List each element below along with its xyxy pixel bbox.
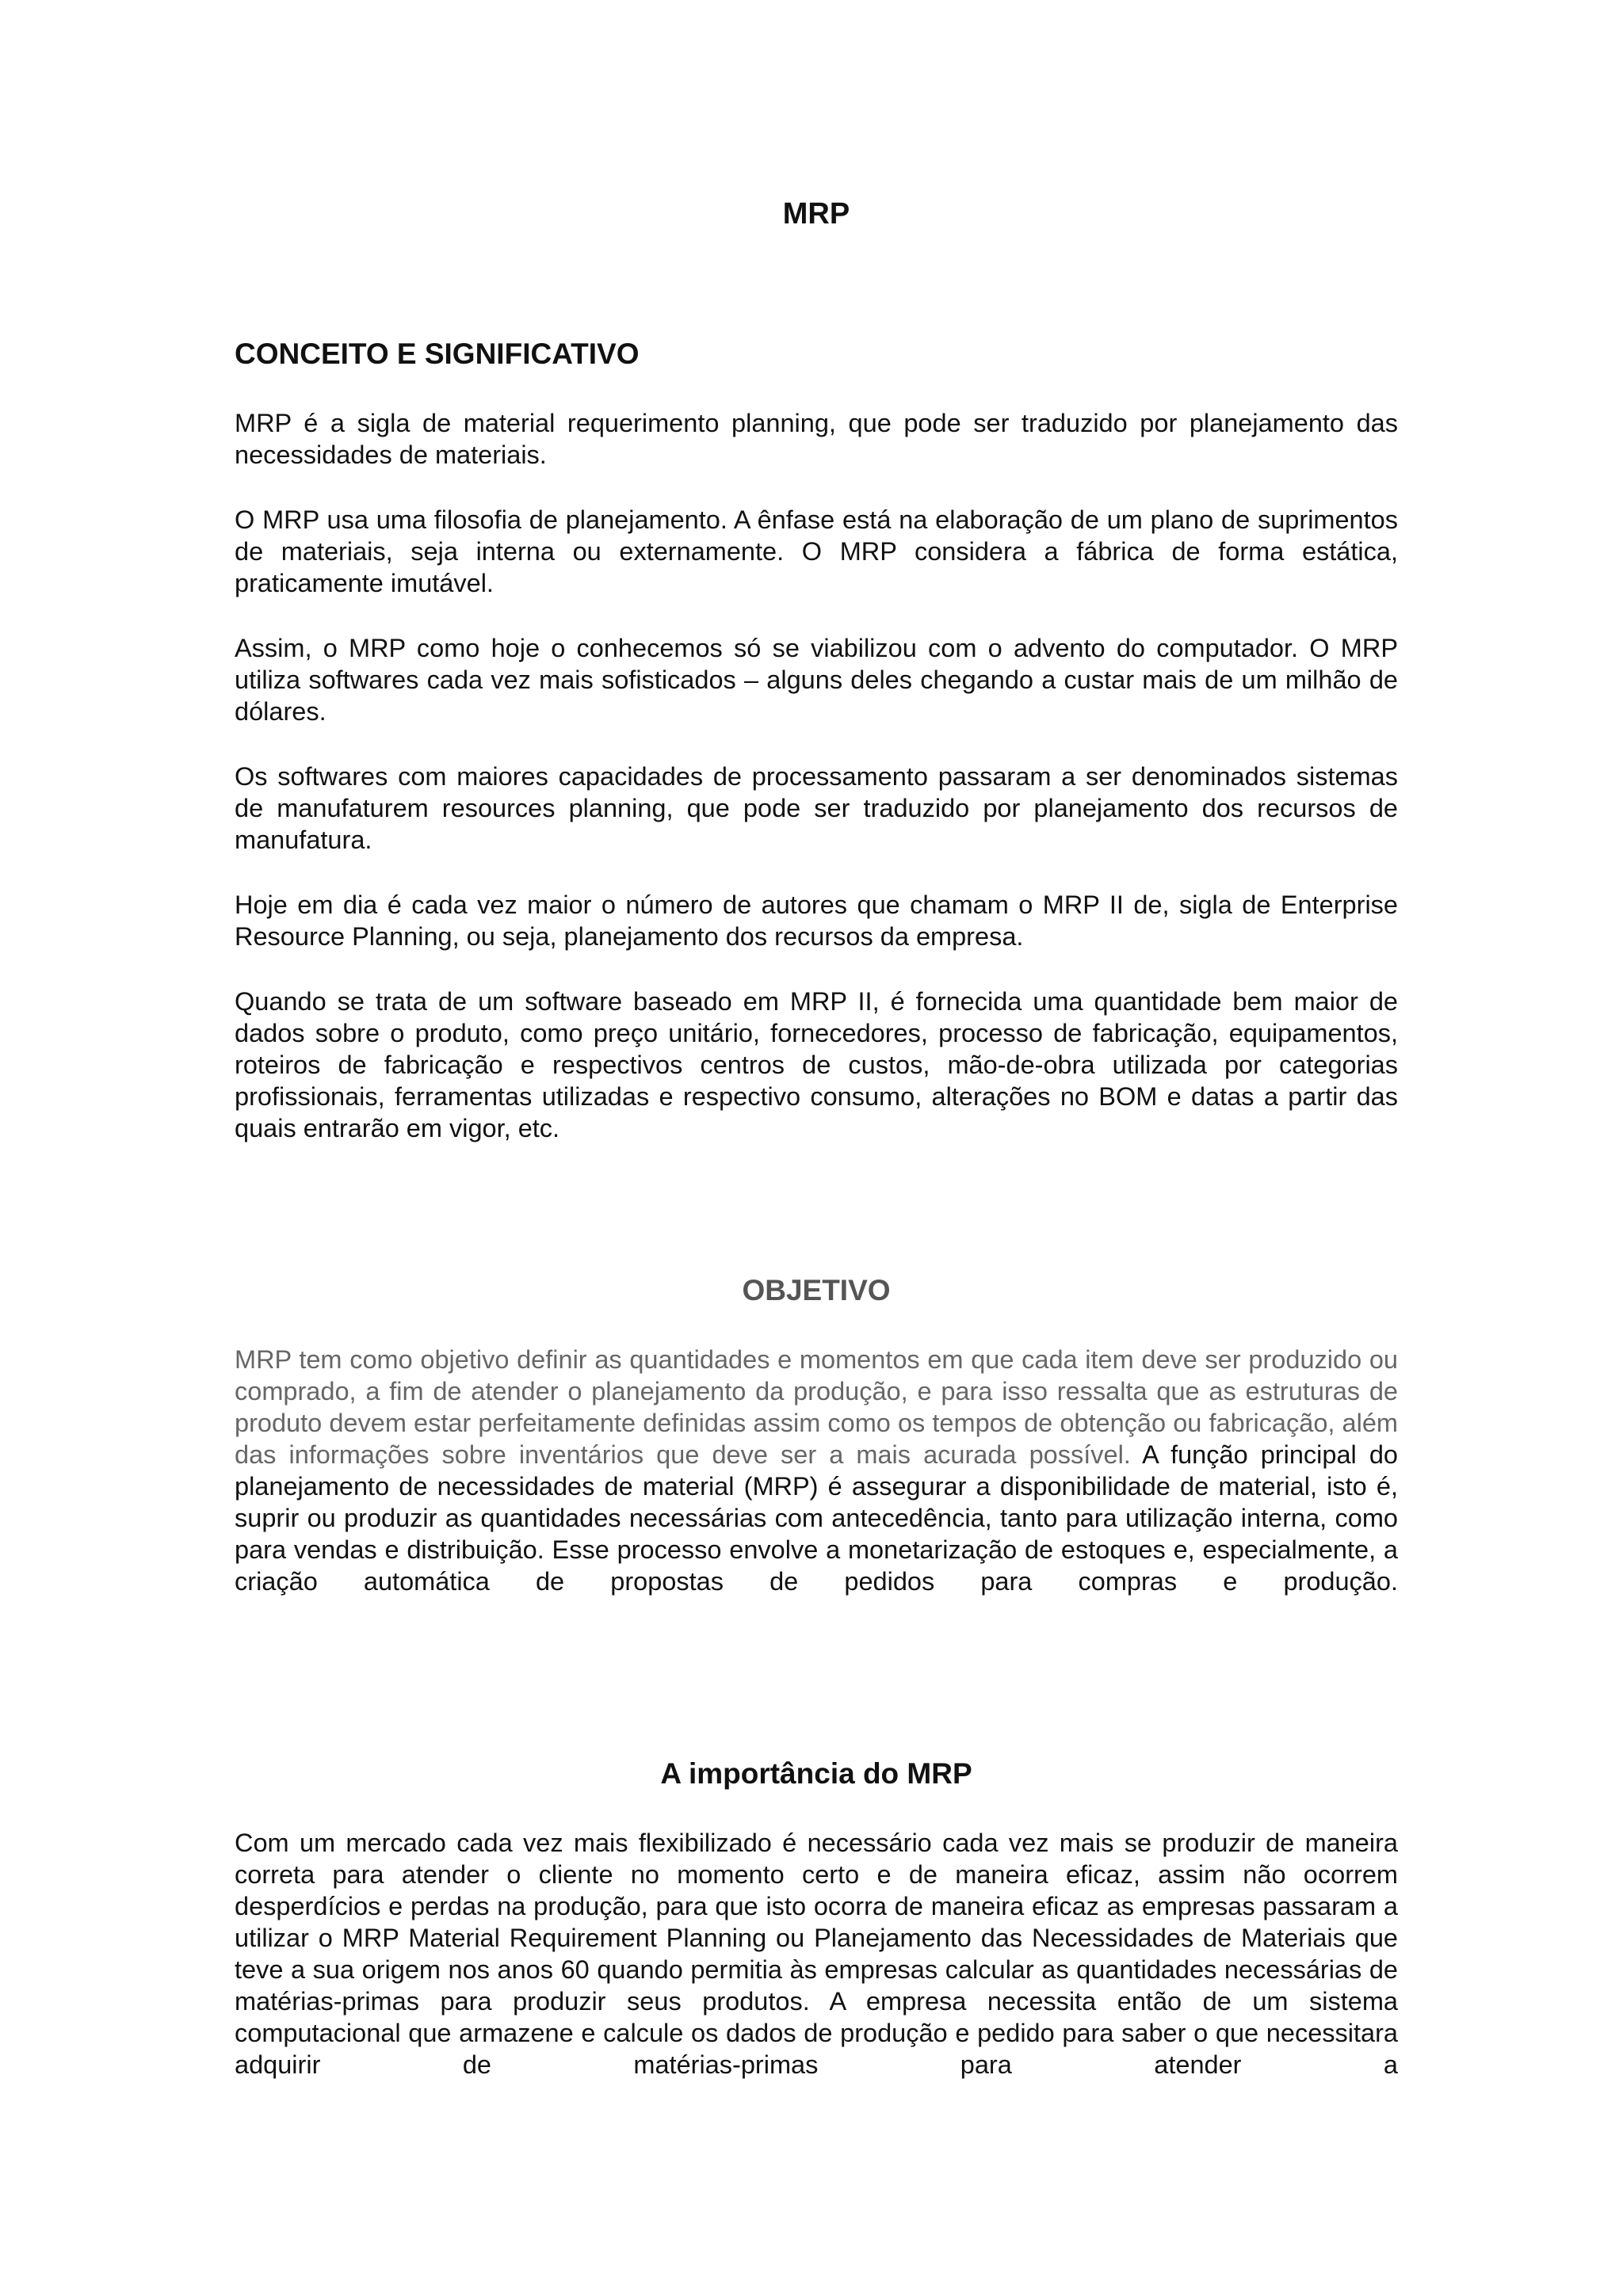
document-title: MRP: [782, 197, 850, 231]
objetivo-paragraph: [235, 1344, 1398, 1597]
section-spacer: [235, 1177, 1398, 1269]
paragraph: O MRP usa uma filosofia de planejamento. A ênfase está na elaboração de um plano de suprimentos de materiais, seja interna ou externamente. O MRP considera a fábrica de forma estática, praticamente imutável.: [235, 505, 1398, 597]
section-heading-conceito: CONCEITO E SIGNIFICATIVO: [235, 338, 640, 370]
paragraph: Hoje em dia é cada vez maior o número de autores que chamam o MRP II de, sigla de Enterprise Resource Planning, ou seja, planejamento dos recursos da empresa.: [235, 891, 1398, 951]
paragraph: Quando se trata de um software baseado em MRP II, é fornecida uma quantidade bem maior de dados sobre o produto, como preço unitário, fornecedores, processo de fabricação, equipamentos, roteiros de fabricação e respectivos centros de custos, mão-de-obra utilizada por categorias profissionais, ferramentas utilizadas e respectivo consumo, alterações no BOM e datas a partir das quais entrarão em vigor, etc.: [235, 987, 1398, 1142]
paragraph: Assim, o MRP como hoje o conhecemos só se viabilizou com o advento do computador. O MRP utiliza softwares cada vez mais sofisticados – alguns deles chegando a custar mais de um milhão de dólares.: [235, 634, 1398, 726]
paragraph: MRP é a sigla de material requerimento planning, que pode ser traduzido por planejamento das necessidades de materiais.: [235, 409, 1398, 469]
objetivo-main-text: A função principal do planejamento de necessidades de material (MRP) é assegurar a disponibilidade de material, isto é, suprir ou produzir as quantidades necessárias com antecedência, tanto para utilização interna, como para vendas e distribuição. Esse processo envolve a monetarização de estoques e, especialmente, a criação automática de propostas de pedidos para compras e produção.: [235, 1440, 1398, 1596]
paragraph: Os softwares com maiores capacidades de processamento passaram a ser denominados sistemas de manufaturem resources planning, que pode ser traduzido por planejamento dos recursos de manufatura.: [235, 762, 1398, 854]
section-heading-importancia: A importância do MRP: [660, 1757, 972, 1790]
importancia-paragraph: Com um mercado cada vez mais flexibilizado é necessário cada vez mais se produzir de maneira correta para atender o cliente no momento certo e de maneira eficaz, assim não ocorrem desperdícios e perdas na produção, para que isto ocorra de maneira eficaz as empresas passaram a utilizar o MRP Material Requirement Planning ou Planejamento das Necessidades de Materiais que teve a sua origem nos anos 60 quando permitia às empresas calcular as quantidades necessárias de matérias-primas para produzir seus produtos. A empresa necessita então de um sistema computacional que armazene e calcule os dados de produção e pedido para saber o que necessitara adquirir de matérias-primas para atender a: [235, 1829, 1398, 2079]
section-spacer: [235, 1630, 1398, 1753]
document-content: [235, 190, 1398, 2114]
section-heading-objetivo: OBJETIVO: [742, 1274, 891, 1306]
objetivo-muted-text: MRP tem como objetivo definir as quantidades e momentos em que cada item deve ser produzido ou comprado, a fim de atender o planejamento da produção, e para isso ressalta que as estruturas de produto devem estar perfeitamente definidas assim como os tempos de obtenção ou fabricação, além das informações sobre inventários que deve ser a mais acurada possível.: [235, 1345, 1398, 1469]
